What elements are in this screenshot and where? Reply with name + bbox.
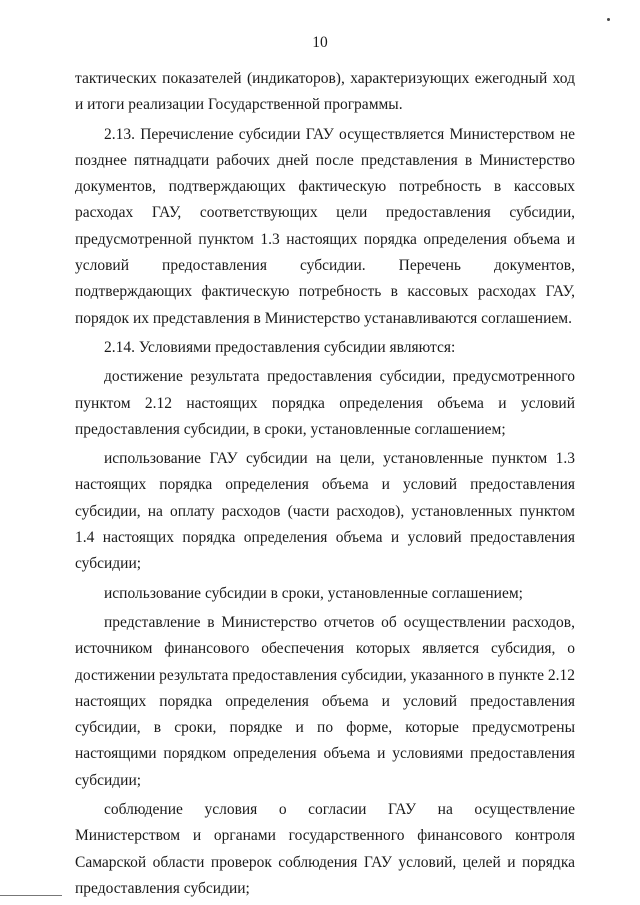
page-number: 10 (312, 34, 328, 51)
condition-reports-submission: представление в Министерство отчетов об осуществлении расходов, источником финансового обеспечения которых является субсидия, о достижении результата предоставления субсидии, указанного в пункте 2.12 настоящих порядка определения объема и условий предоставления субсидии, в сроки, порядке и по форме, которые предусмотрены настоящими порядком определения объема и условиями предоставления субсидии; (75, 613, 575, 789)
scan-dot-mark (607, 18, 610, 21)
bottom-margin-rule (0, 895, 62, 896)
page-body (75, 66, 575, 902)
paragraph-continuation: тактических показателей (индикаторов), характеризующих ежегодный ход и итоги реализации Государственной программы. (75, 70, 575, 114)
condition-subsidy-use-deadline: использование субсидии в сроки, установленные соглашением; (104, 584, 523, 602)
paragraph-2-13: 2.13. Перечисление субсидии ГАУ осуществляется Министерством не позднее пятнадцати рабочих дней после представления в Министерство документов, подтверждающих фактическую потребность в кассовых расходах ГАУ, соответствующих цели предоставления субсидии, предусмотренной пунктом 1.3 настоящих порядка определения объема и условий предоставления субсидии. Перечень документов, подтверждающих фактическую потребность в кассовых расходах ГАУ, порядок их представления в Министерство устанавливаются соглашением. (75, 125, 575, 327)
paragraph-2-14: 2.14. Условиями предоставления субсидии являются: (104, 338, 456, 356)
condition-result-achievement: достижение результата предоставления субсидии, предусмотренного пунктом 2.12 настоящих порядка определения объема и условий предоставления субсидии, в сроки, установленные соглашением; (75, 368, 575, 438)
condition-subsidy-use-purpose: использование ГАУ субсидии на цели, установленные пунктом 1.3 настоящих порядка определения объема и условий предоставления субсидии, на оплату расходов (части расходов), установленных пунктом 1.4 настоящих порядка определения объема и условий предоставления субсидии; (75, 450, 575, 573)
condition-audit-consent: соблюдение условия о согласии ГАУ на осуществление Министерством и органами государственного финансового контроля Самарской области проверок соблюдения ГАУ условий, целей и порядка предоставления субсидии; (75, 801, 575, 897)
